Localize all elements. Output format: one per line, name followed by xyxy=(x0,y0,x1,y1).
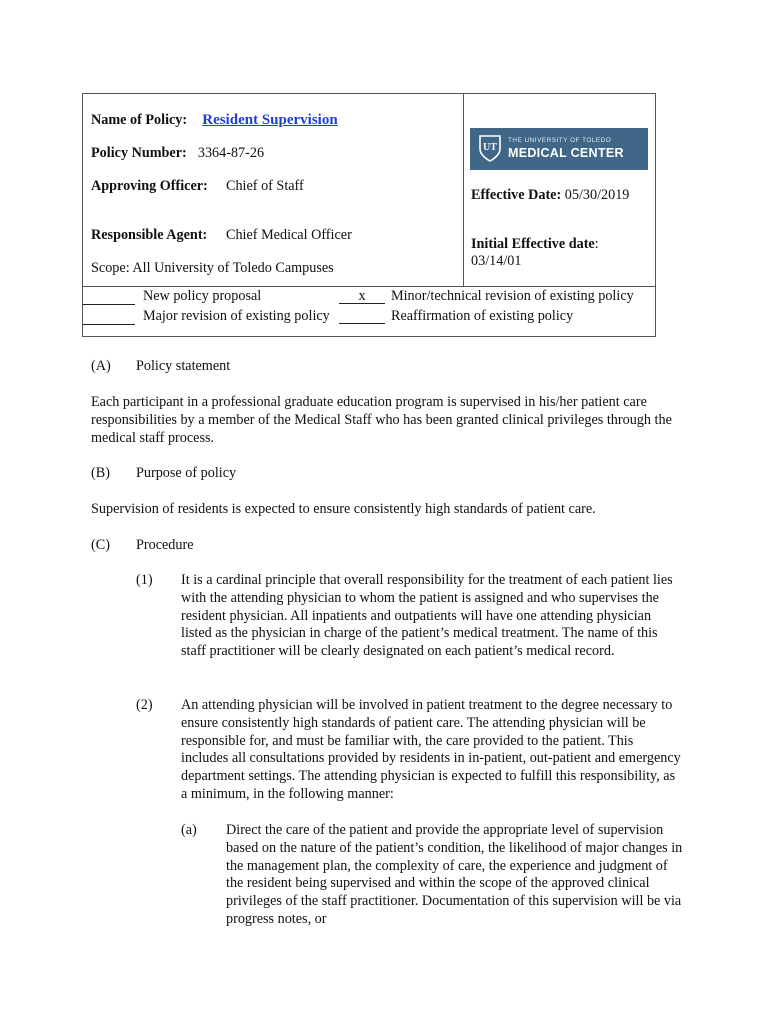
reaffirmation-blank[interactable] xyxy=(339,308,385,324)
policy-number-row: Policy Number: 3364-87-26 xyxy=(91,145,265,161)
item-2-number: (2) xyxy=(136,697,153,713)
section-a-letter: (A) xyxy=(91,358,111,374)
responsible-agent-value: Chief Medical Officer xyxy=(226,227,352,243)
policy-name-row: Name of Policy: Resident Supervision xyxy=(91,112,338,128)
policy-name-label: Name of Policy xyxy=(91,112,183,128)
university-shield-icon xyxy=(478,134,502,162)
logo-university-text: THE UNIVERSITY OF TOLEDO xyxy=(508,137,612,144)
scope-row: Scope: All University of Toledo Campuses xyxy=(91,260,334,276)
header-horizontal-divider xyxy=(82,286,656,287)
minor-revision-label: Minor/technical revision of existing policy xyxy=(391,288,634,304)
minor-revision-blank[interactable] xyxy=(339,288,385,304)
section-a-title: Policy statement xyxy=(136,358,231,374)
responsible-agent-label-wrap: Responsible Agent: xyxy=(91,227,208,243)
item-1-number: (1) xyxy=(136,572,153,588)
section-a-body: Each participant in a professional graduate education program is supervised in his/her patient care responsibilities by a member of the Medical Staff who has been granted clinical privileges through the medical staff process. xyxy=(91,394,672,446)
approving-officer-value: Chief of Staff xyxy=(226,178,304,194)
scope-label: Scope xyxy=(91,260,126,276)
header-vertical-divider xyxy=(463,93,464,286)
section-b-title: Purpose of policy xyxy=(136,465,237,481)
section-b-body: Supervision of residents is expected to ensure consistently high standards of patient care. xyxy=(91,501,596,517)
section-c-letter: (C) xyxy=(91,537,110,553)
policy-number-value: 3364-87-26 xyxy=(197,145,265,161)
item-2-text: An attending physician will be involved in patient treatment to the degree necessary to ensure consistently high standards of patient care. The attending physician will be responsible for, and must be familiar with, the care provided to the patient. This includes all consultations provided by residents in in-patient, out-patient and emergency department settings. The attending physician is expected to fulfill this responsibility, as a minimum, in the following manner: xyxy=(181,697,681,802)
section-b-letter: (B) xyxy=(91,465,110,481)
effective-date-row xyxy=(471,187,629,204)
item-1-text: It is a cardinal principle that overall responsibility for the treatment of each patient lies with the attending physician to whom the patient is assigned and who supervises the resident physician. All inpatients and outpatients will have one attending physician listed as the physician in charge of the patient’s medical treatment. The name of this staff practitioner will be clearly designated on each patient’s medical record. xyxy=(181,572,673,660)
reaffirmation-label: Reaffirmation of existing policy xyxy=(391,308,574,324)
initial-effective-value: 03/14/01 xyxy=(471,253,522,269)
policy-number-label: Policy Number xyxy=(91,145,183,161)
effective-date-value: 05/30/2019 xyxy=(564,187,630,203)
scope-value: All University of Toledo Campuses xyxy=(132,260,334,276)
initial-effective-label: Initial Effective date xyxy=(471,236,595,252)
initial-effective-label-wrap: Initial Effective date: xyxy=(471,236,599,252)
section-c-title: Procedure xyxy=(136,537,194,553)
responsible-agent-label: Responsible Agent xyxy=(91,227,203,243)
approving-officer-label-wrap: Approving Officer: xyxy=(91,178,208,194)
item-a-letter: (a) xyxy=(181,822,197,838)
major-revision-label: Major revision of existing policy xyxy=(143,308,330,324)
new-proposal-label: New policy proposal xyxy=(143,288,262,304)
policy-name-link[interactable]: Resident Supervision xyxy=(202,112,338,128)
logo-mark-text: UT xyxy=(483,142,497,153)
approving-officer-label: Approving Officer xyxy=(91,178,204,194)
effective-date-label: Effective Date: xyxy=(471,187,562,203)
minor-revision-mark: x xyxy=(358,288,366,304)
major-revision-blank[interactable] xyxy=(83,308,135,325)
item-a-text: Direct the care of the patient and provide the appropriate level of supervision based on the nature of the patient’s condition, the likelihood of major changes in the management plan, the complexity of care, the experience and judgment of the resident being supervised and within the scope of the approved clinical privileges of the staff practitioner. Documentation of this supervision will be via progress notes, or xyxy=(226,822,683,927)
new-proposal-blank[interactable] xyxy=(83,288,135,305)
logo-medical-center-text: MEDICAL CENTER xyxy=(508,146,624,160)
utmc-logo xyxy=(470,128,648,170)
